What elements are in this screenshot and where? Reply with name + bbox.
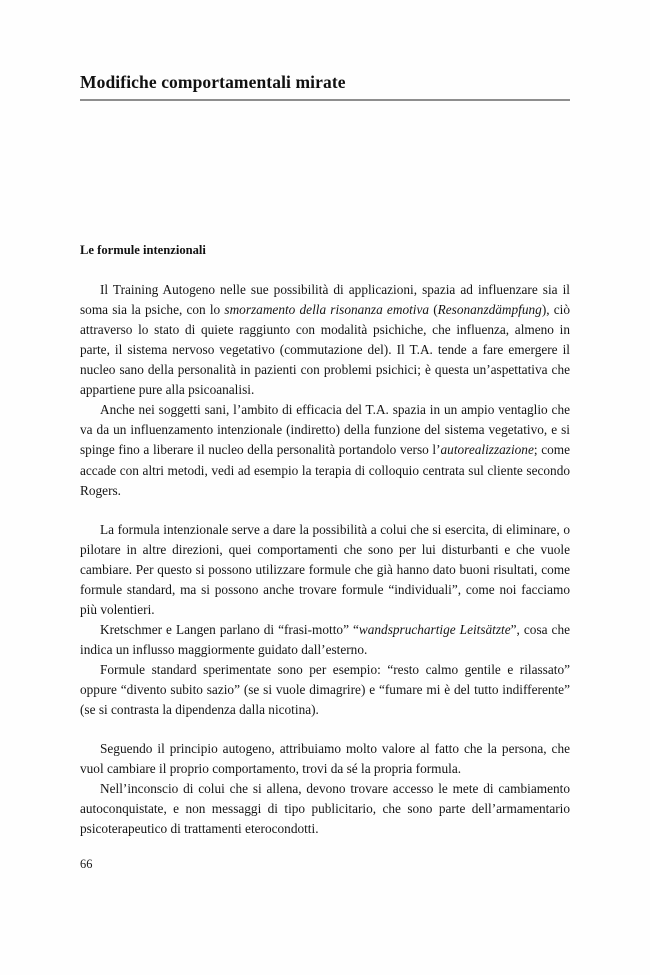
italic-run: smorzamento della risonanza emotiva xyxy=(224,302,430,318)
text-run: Seguendo il principio autogeno, attribuiamo molto valore al fatto che la persona, che vuol cambiare il proprio comportamento, trovi da sé la propria formula. xyxy=(80,741,570,777)
text-run: Anche nei soggetti sani, l’ambito di efficacia del T.A. spazia in un ampio ventaglio che va da un influenzamento intenzionale (indiretto) della funzione del sistema vegetativo, e si spinge fino a liberare il nucleo della personalità portandolo verso l’ xyxy=(80,402,570,458)
page-number: 66 xyxy=(80,857,93,871)
paragraph-group xyxy=(80,520,570,720)
body-paragraph xyxy=(80,739,570,779)
paragraph-groups xyxy=(80,280,570,839)
body-paragraph xyxy=(80,400,570,500)
chapter-header xyxy=(80,72,570,101)
text-run: ( xyxy=(429,302,438,318)
text-run: Nell’inconscio di colui che si allena, devono trovare accesso le mete di cambiamento autoconquistate, e non messaggi di tipo publicitario, che sono parte dell’armamentario psicoterapeutico di trattamenti eterocondotti. xyxy=(80,781,570,837)
paragraph-group xyxy=(80,280,570,501)
italic-run: autorealizzazione xyxy=(440,442,534,458)
text-run: ”, cosa che indica un influsso maggiormente guidato dall’esterno. xyxy=(80,621,570,657)
body-paragraph xyxy=(80,620,570,660)
text-run: La formula intenzionale serve a dare la possibilità a colui che si esercita, di eliminare, o pilotare in altre direzioni, quei comportamenti che sono per lui disturbanti e che vuole cambiare. Per questo si possono utilizzare formule che già hanno dato buoni risultati, come formule standard, ma si possono anche trovare formule “individuali”, come noi facciamo più volentieri. xyxy=(80,521,570,617)
text-run: Il Training Autogeno nelle sue possibilità di applicazioni, spazia ad influenzare sia il soma sia la psiche, con lo xyxy=(80,282,570,318)
italic-run: wandspruchartige Leitsätzte xyxy=(358,621,511,637)
paragraph-group xyxy=(80,739,570,839)
italic-run: Resonanzdämpfung xyxy=(437,302,542,318)
page-title: Modifiche comportamentali mirate xyxy=(80,72,346,92)
body-paragraph xyxy=(80,660,570,720)
body-paragraph xyxy=(80,280,570,400)
text-run: Formule standard sperimentate sono per esempio: “resto calmo gentile e rilassato” oppure “divento subito sazio” (se si vuole dimagrire) e “fumare mi è del tutto indifferente” (se si contrasta la dipendenza dalla nicotina). xyxy=(80,661,570,718)
text-run: ), ciò attraverso lo stato di quiete raggiunto con modalità psichiche, che influenza, almeno in parte, il sistema nervoso vegetativo (commutazione del). Il T.A. tende a fare emergere il nucleo sano della personalità in pazienti con problemi psichici; è questa un’aspettativa che appartiene pure alla psicoanalisi. xyxy=(80,302,570,398)
body-paragraph xyxy=(80,520,570,620)
text-run: ; come accade con altri metodi, vedi ad esempio la terapia di colloquio centrata sul cliente secondo Rogers. xyxy=(80,442,570,498)
body-text-column xyxy=(80,243,570,839)
body-paragraph xyxy=(80,779,570,839)
header-divider xyxy=(80,99,570,101)
text-run: Kretschmer e Langen parlano di “frasi-motto” “ xyxy=(100,621,359,637)
section-heading: Le formule intenzionali xyxy=(80,243,206,257)
